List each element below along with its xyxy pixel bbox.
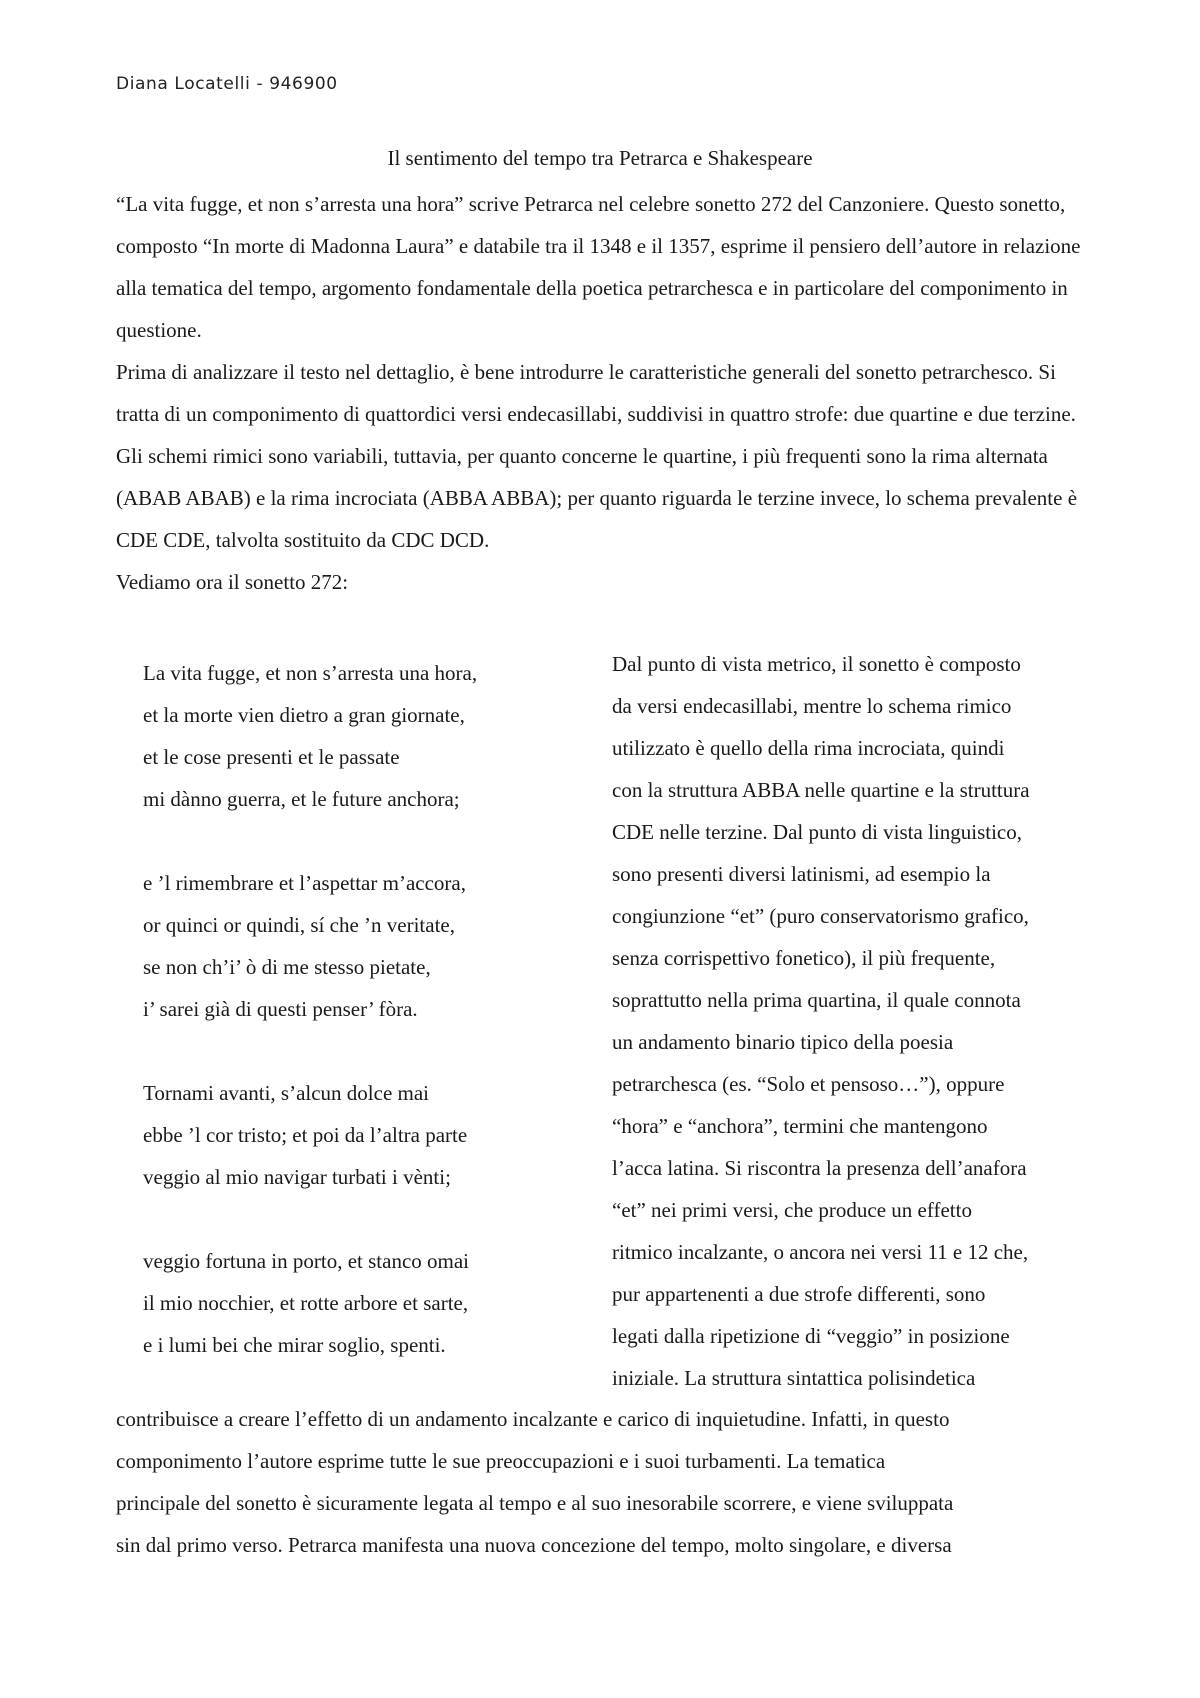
poem-verse: i’ sarei già di questi penser’ fòra. bbox=[143, 997, 418, 1021]
intro-paragraph-3: Vediamo ora il sonetto 272: bbox=[116, 570, 349, 594]
poem-verse: e i lumi bei che mirar soglio, spenti. bbox=[143, 1333, 446, 1357]
poem-verse: veggio fortuna in porto, et stanco omai bbox=[143, 1249, 470, 1273]
commentary-line: un andamento binario tipico della poesia bbox=[612, 1030, 954, 1054]
intro-paragraph-1: “La vita fugge, et non s’arresta una hora” scrive Petrarca nel celebre sonetto 272 del Canzoniere. Questo sonetto, composto “In morte di Madonna Laura” e databile tra il 1348 e il 1357, esprime il pensiero dell’autore in relazione alla tematica del tempo, argomento fondamentale della poetica petrarchesca e in particolare del componimento in questione. bbox=[116, 192, 1081, 342]
intro-paragraph-2: Prima di analizzare il testo nel dettaglio, è bene introdurre le caratteristiche generali del sonetto petrarchesco. Si tratta di un componimento di quattordici versi endecasillabi, suddivisi in quattro strofe: due quartine e due terzine. Gli schemi rimici sono variabili, tuttavia, per quanto concerne le quartine, i più frequenti sono la rima alternata (ABAB ABAB) e la rima incrociata (ABBA ABBA); per quanto riguarda le terzine invece, lo schema prevalente è CDE CDE, talvolta sostituito da CDC DCD. bbox=[116, 360, 1078, 552]
continuation-line: principale del sonetto è sicuramente legata al tempo e al suo inesorabile scorrere, e viene sviluppata bbox=[116, 1491, 954, 1515]
commentary-line: ritmico incalzante, o ancora nei versi 11 e 12 che, bbox=[612, 1240, 1029, 1264]
continuation-line: componimento l’autore esprime tutte le sue preoccupazioni e i suoi turbamenti. La tematica bbox=[116, 1449, 886, 1473]
continuation-line: contribuisce a creare l’effetto di un andamento incalzante e carico di inquietudine. Infatti, in questo bbox=[116, 1407, 950, 1431]
stanza-quatrain-2 bbox=[143, 862, 583, 1030]
commentary-line: congiunzione “et” (puro conservatorismo grafico, bbox=[612, 904, 1029, 928]
commentary-line: iniziale. La struttura sintattica polisindetica bbox=[612, 1366, 976, 1390]
poem-verse: ebbe ’l cor tristo; et poi da l’altra parte bbox=[143, 1123, 468, 1147]
poem-verse: et le cose presenti et le passate bbox=[143, 745, 400, 769]
commentary-line: senza corrispettivo fonetico), il più frequente, bbox=[612, 946, 996, 970]
commentary-line: sono presenti diversi latinismi, ad esempio la bbox=[612, 862, 991, 886]
intro-section bbox=[116, 183, 1101, 603]
commentary-line: CDE nelle terzine. Dal punto di vista linguistico, bbox=[612, 820, 1023, 844]
sonnet-272 bbox=[143, 652, 583, 1408]
commentary-line: Dal punto di vista metrico, il sonetto è composto bbox=[612, 652, 1021, 676]
poem-verse: se non ch’i’ ò di me stesso pietate, bbox=[143, 955, 431, 979]
commentary-line: pur appartenenti a due strofe differenti, sono bbox=[612, 1282, 986, 1306]
stanza-tercet-1 bbox=[143, 1072, 583, 1198]
commentary-line: “hora” e “anchora”, termini che mantengono bbox=[612, 1114, 988, 1138]
commentary-line: utilizzato è quello della rima incrociata, quindi bbox=[612, 736, 1005, 760]
commentary-line: con la struttura ABBA nelle quartine e la struttura bbox=[612, 778, 1030, 802]
commentary-line: l’acca latina. Si riscontra la presenza dell’anafora bbox=[612, 1156, 1027, 1180]
continuation-line: sin dal primo verso. Petrarca manifesta una nuova concezione del tempo, molto singolare, e diversa bbox=[116, 1533, 952, 1557]
poem-verse: e ’l rimembrare et l’aspettar m’accora, bbox=[143, 871, 466, 895]
commentary-line: petrarchesca (es. “Solo et pensoso…”), oppure bbox=[612, 1072, 1005, 1096]
essay-title: Il sentimento del tempo tra Petrarca e Shakespeare bbox=[387, 146, 813, 170]
commentary-line: “et” nei primi versi, che produce un effetto bbox=[612, 1198, 972, 1222]
commentary-line: legati dalla ripetizione di “veggio” in posizione bbox=[612, 1324, 1010, 1348]
stanza-tercet-2 bbox=[143, 1240, 583, 1366]
poem-verse: il mio nocchier, et rotte arbore et sarte, bbox=[143, 1291, 469, 1315]
poem-verse: veggio al mio navigar turbati i vènti; bbox=[143, 1165, 451, 1189]
author-header: Diana Locatelli - 946900 bbox=[116, 74, 338, 94]
commentary-line: soprattutto nella prima quartina, il quale connota bbox=[612, 988, 1021, 1012]
stanza-quatrain-1 bbox=[143, 652, 583, 820]
poem-verse: mi dànno guerra, et le future anchora; bbox=[143, 787, 460, 811]
poem-verse: et la morte vien dietro a gran giornate, bbox=[143, 703, 465, 727]
poem-verse: La vita fugge, et non s’arresta una hora, bbox=[143, 661, 478, 685]
commentary-line: da versi endecasillabi, mentre lo schema rimico bbox=[612, 694, 1012, 718]
poem-verse: or quinci or quindi, sí che ’n veritate, bbox=[143, 913, 455, 937]
continuation-paragraph bbox=[116, 1398, 1101, 1566]
metric-commentary bbox=[612, 643, 1107, 1399]
poem-verse: Tornami avanti, s’alcun dolce mai bbox=[143, 1081, 430, 1105]
